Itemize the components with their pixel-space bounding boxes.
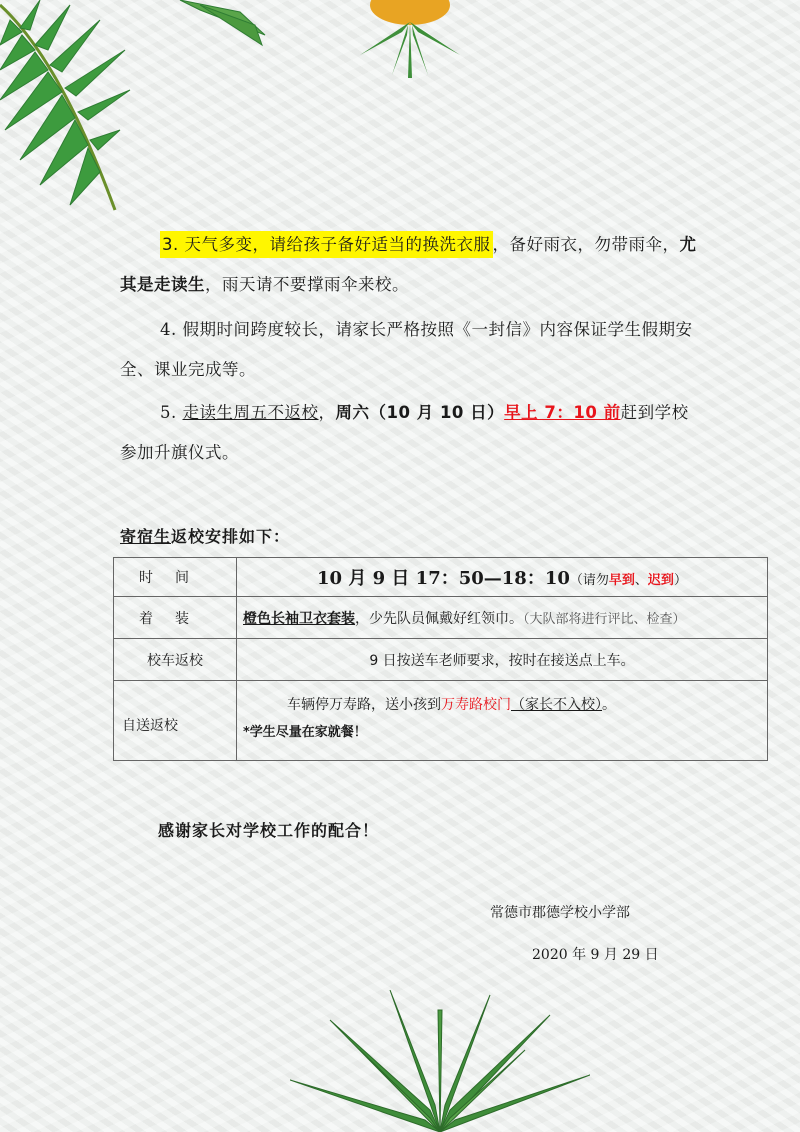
pineapple-leaves-icon: [290, 990, 590, 1132]
self-pre: 车辆停万寿路，送小孩到: [287, 697, 441, 713]
row-label: 自送返校: [114, 681, 237, 761]
row-label: 时间: [114, 558, 237, 597]
table-row: [114, 639, 768, 681]
paragraph-4: [120, 310, 700, 390]
p5-underline: 走读生周五不返校: [182, 403, 319, 422]
p3-text-end: ，雨天请不要撑雨伞来校。: [205, 275, 409, 294]
row-label: 校车返校: [114, 639, 237, 681]
dress-note: （大队部将进行评比、检查）: [523, 611, 686, 627]
note-open: （请勿: [569, 573, 609, 588]
self-gate: 万寿路校门: [441, 697, 511, 713]
self-line-2: *学生尽量在家就餐！: [243, 725, 367, 740]
highlighted-text: 3. 天气多变，请给孩子备好适当的换洗衣服: [160, 231, 493, 258]
table-row: [114, 681, 768, 761]
palm-leaf-icon: [0, 0, 270, 220]
thanks-text: 感谢家长对学校工作的配合！: [158, 821, 380, 840]
p3-text: ，备好雨衣，勿带雨伞，: [492, 235, 680, 254]
paragraph-5: [120, 393, 700, 473]
section-title: [120, 524, 290, 547]
dress-text: ，少先队员佩戴好红领巾。: [355, 610, 523, 627]
signature-org: 常德市郡德学校小学部: [490, 905, 630, 921]
row-label: 着装: [114, 597, 237, 639]
self-cell: [237, 681, 768, 761]
pineapple-top-icon: [350, 0, 470, 85]
p5-red-time: 早上 7：10 前: [504, 403, 621, 422]
p4-text: 4. 假期时间跨度较长，请家长严格按照《一封信》内容保证学生假期安全、课业完成等。: [120, 320, 693, 379]
bus-cell: 9 日按送车老师要求，按时在接送点上车。: [237, 639, 768, 681]
note-close: ）: [673, 573, 687, 588]
schedule-table: [113, 557, 768, 761]
time-main: 10 月 9 日 17：50—18：10: [317, 568, 570, 589]
self-end: 。: [602, 697, 616, 713]
note-late: 迟到: [647, 573, 674, 588]
self-note: （家长不入校）: [511, 697, 602, 713]
note-early: 早到: [608, 573, 635, 588]
p5-text-end: 赶到学校参加升旗仪式。: [120, 403, 689, 462]
paragraph-3: [120, 225, 700, 305]
table-row: [114, 597, 768, 639]
p5-bold: 周六（10 月 10 日）: [335, 403, 505, 422]
time-cell: [237, 558, 768, 597]
table-row: [114, 558, 768, 597]
section-title-rest: 返校安排如下：: [171, 527, 291, 546]
signature-date: 2020 年 9 月 29 日: [532, 947, 659, 963]
note-sep: 、: [634, 573, 648, 588]
p5-num: 5.: [160, 403, 183, 422]
dress-cell: [237, 597, 768, 639]
dress-bold: 橙色长袖卫衣套装: [243, 610, 355, 627]
p5-sep: ，: [318, 403, 336, 422]
section-title-underlined: 寄宿生: [120, 527, 172, 546]
bold-text: 尤其是走读生: [120, 235, 697, 294]
self-line-1: [287, 691, 766, 719]
